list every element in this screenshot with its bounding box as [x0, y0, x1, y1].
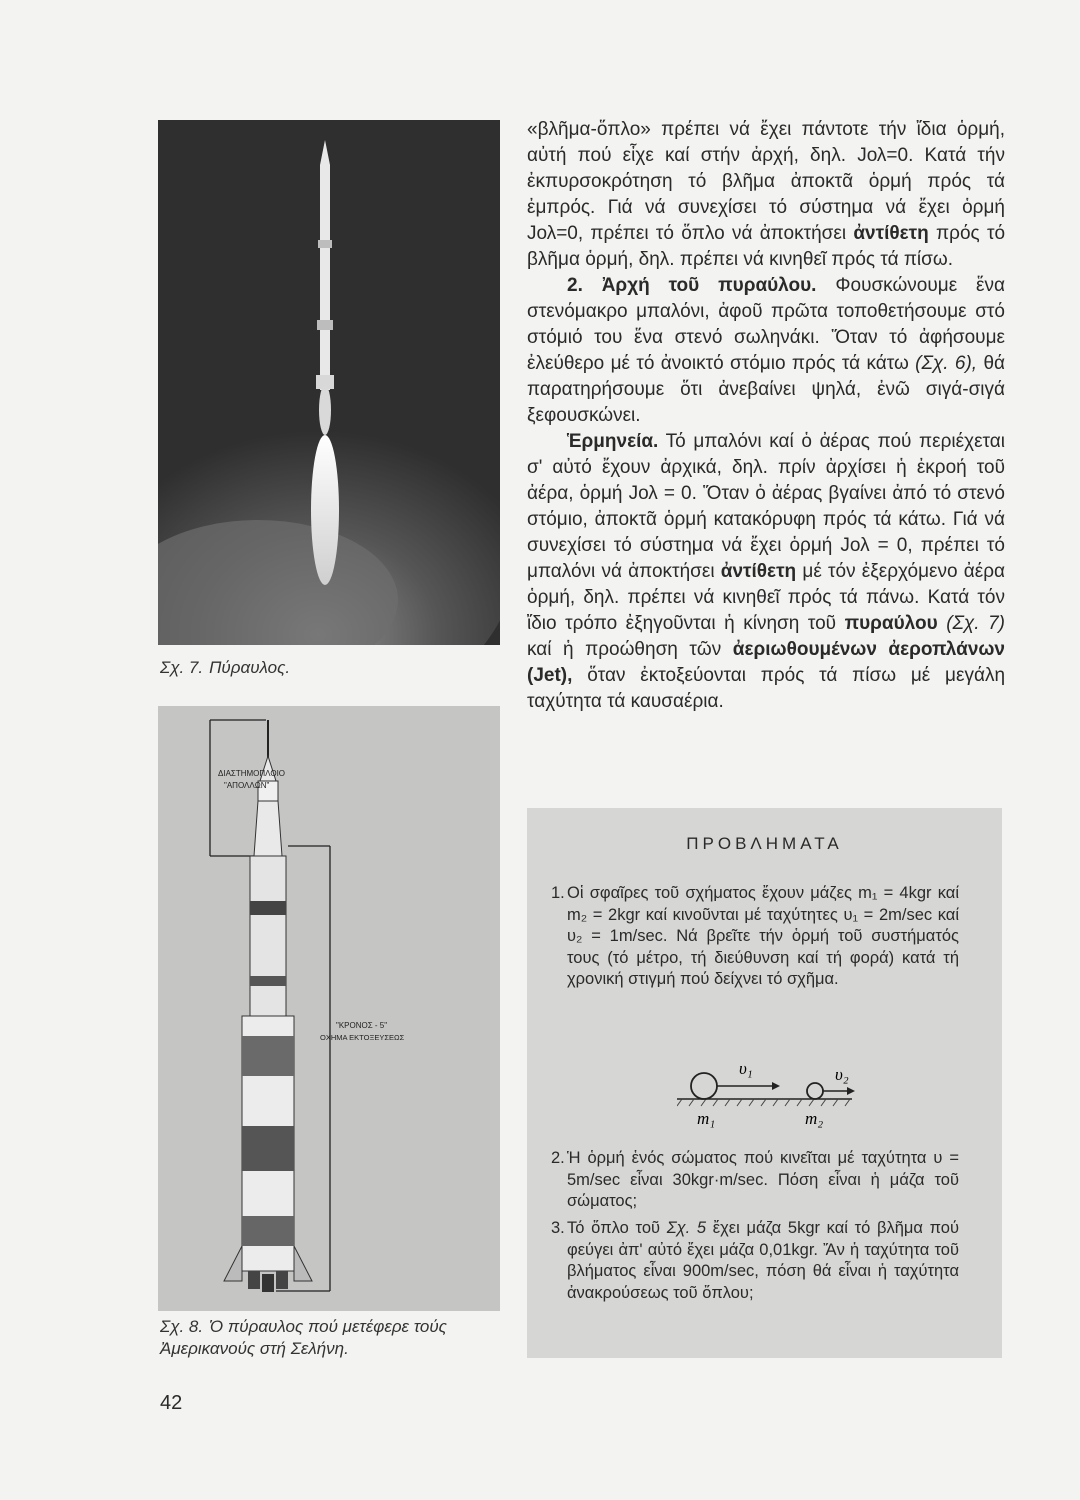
rocket-launch-illustration: [158, 120, 500, 645]
figure-7-caption: [160, 657, 290, 679]
spheres-diagram: [677, 1052, 877, 1132]
saturn-label-2: ΟΧΗΜΑ ΕΚΤΟΞΕΥΣΕΩΣ: [320, 1033, 405, 1042]
figure-7-caption-text: Πύραυλος.: [209, 658, 291, 677]
figure-8-label: Σχ. 8.: [160, 1317, 204, 1336]
p2-end: θά παρατηρήσουμε ὅτι ἀνεβαίνει ψηλά, ἐνῶ σιγά-σιγά ξεφουσκώνει.: [527, 353, 1005, 426]
p2-text: Φουσκώνουμε ἕνα στενόμακρο μπαλόνι, ἀφοῦ πρῶτα τοποθετήσουμε στό στόμιό του ἕνα στενό σωληνάκι. Ὅταν τό ἀφήσουμε ἐλεύθερο μέ τό ἀνοικτό στόμιο πρός τά κάτω: [527, 275, 1005, 374]
problem-1: [551, 883, 959, 991]
saturn-v-photo: [158, 706, 500, 1311]
page-number: 42: [160, 1392, 183, 1414]
p2-ref: (Σχ. 6),: [915, 353, 978, 374]
sphere-1: [691, 1073, 717, 1099]
v2-label: υ₂: [835, 1065, 849, 1084]
p1-end: πρός τό βλῆμα ὁρμή, δηλ. πρέπει νά κινηθεῖ πρός τά πίσω.: [527, 223, 1006, 270]
paragraph-2: [527, 273, 1005, 429]
figure-8-caption-text: Ὁ πύραυλος πού μετέφερε τούς Ἀμερικανούς στή Σελήνη.: [160, 1317, 447, 1358]
problem-2-text: Ἡ ὁρμή ἑνός σώματος πού κινεῖται μέ ταχύτητα υ = 5m/sec εἶναι 30kgr·m/sec. Πόση εἶναι ἡ μάζα τοῦ σώματος;: [567, 1149, 959, 1210]
saturn-v-illustration: [158, 706, 500, 1311]
p2-heading: 2. Ἀρχή τοῦ πυραύλου.: [567, 275, 817, 296]
p3-ref: (Σχ. 7): [946, 613, 1005, 634]
m2-label: m₂: [805, 1109, 824, 1128]
main-text: [527, 117, 1005, 715]
m1-label: m₁: [697, 1109, 716, 1128]
p1-bold: ἀντίθετη: [853, 223, 929, 244]
problem-3: [551, 1218, 959, 1304]
problem-3-text: Τό ὅπλο τοῦ: [567, 1219, 661, 1237]
p3-mid2: καί ἡ προώθηση τῶν: [527, 639, 722, 660]
p3-bold4: ἀεριωθουμένων ἀεροπλάνων (Jet),: [527, 639, 1006, 686]
problem-1-number: 1.: [551, 884, 565, 902]
problem-2: [551, 1148, 959, 1213]
p3-heading: Ἑρμηνεία.: [567, 431, 659, 452]
problem-2-number: 2.: [551, 1149, 565, 1167]
problem-3-number: 3.: [551, 1219, 565, 1237]
apollo-label-1: ΔΙΑΣΤΗΜΟΠΛΟΙΟ: [218, 769, 286, 778]
p3-bold3: πυραύλου: [844, 613, 938, 634]
rocket-launch-photo: [158, 120, 500, 645]
problems-box: [527, 808, 1002, 1358]
figure-8-caption: [160, 1316, 500, 1360]
v1-label: υ₁: [739, 1059, 753, 1078]
problem-1-text: Οἱ σφαῖρες τοῦ σχήματος ἔχουν μάζες m₁ = 4kgr καί m₂ = 2kgr καί κινοῦνται μέ ταχύτητες υ₁ = 2m/sec καί υ₂ = 1m/sec. Νά βρεῖτε τήν ὁρμή τοῦ συστήματός τους (τό μέτρο, τή διεύθυνση καί τή φορά) κατά τή χρονική στιγμή πού δείχνει τό σχῆμα.: [567, 884, 959, 988]
p3-end: ὅταν ἐκτοξεύονται πρός τά πίσω μέ μεγάλη ταχύτητα τά καυσαέρια.: [527, 665, 1006, 712]
problem-3-text-end: ἔχει μάζα 5kgr καί τό βλῆμα πού φεύγει ἀπ' αὐτό ἔχει μάζα 0,01kgr. Ἄν ἡ ταχύτητα τοῦ βλήματος εἶναι 900m/sec, πόση θά εἶναι ἡ ταχύτητα ἀνακρούσεως τοῦ ὅπλου;: [567, 1219, 959, 1302]
paragraph-1: [527, 117, 1005, 273]
problem-3-ref: Σχ. 5: [666, 1219, 707, 1237]
saturn-label-1: "ΚΡΟΝΟΣ - 5": [336, 1021, 388, 1030]
apollo-label-2: "ΑΠΟΛΛΩΝ": [224, 781, 270, 790]
paragraph-3: [527, 429, 1005, 715]
p1-text: «βλῆμα-ὅπλο» πρέπει νά ἔχει πάντοτε τήν ἴδια ὁρμή, αὐτή πού εἶχε καί στήν ἀρχή, δηλ. Jολ=0. Κατά τήν ἐκπυρσοκρότηση τό βλῆμα ἀποκτᾶ ὁρμή πρός τά ἐμπρός. Γιά νά συνεχίσει τό σύστημα νά ἔχει ὁρμή Jολ=0, πρέπει τό ὅπλο νά ἀποκτήσει: [527, 119, 1005, 244]
p3-bold2: ἀντίθετη: [720, 561, 797, 582]
figure-7-label: Σχ. 7.: [160, 658, 204, 677]
p3-mid: μέ τόν ἐξερχόμενο ἀέρα ὁρμή, δηλ. πρέπει νά κινηθεῖ πρός τά πάνω. Κατά τόν ἴδιο τρόπο ἐξηγοῦνται ἡ κίνηση τοῦ: [527, 561, 1006, 634]
sphere-2: [807, 1083, 823, 1099]
p3-text: Τό μπαλόνι καί ὁ ἀέρας πού περιέχεται σ' αὐτό ἔχουν ἀρχικά, δηλ. πρίν ἀρχίσει ἡ ἐκροή τοῦ ἀέρα, ὁρμή Jολ = 0. Ὅταν ὁ ἀέρας βγαίνει ἀπό τό στενό στόμιο, ἀποκτᾶ ὁρμή κατακόρυφη πρός τά κάτω. Γιά νά συνεχίσει τό σύστημα νά ἔχει ὁρμή Jολ = 0, πρέπει τό μπαλόνι νά ἀποκτήσει: [527, 431, 1005, 582]
problems-title: ΠΡΟΒΛΗΜΑΤΑ: [686, 834, 843, 853]
